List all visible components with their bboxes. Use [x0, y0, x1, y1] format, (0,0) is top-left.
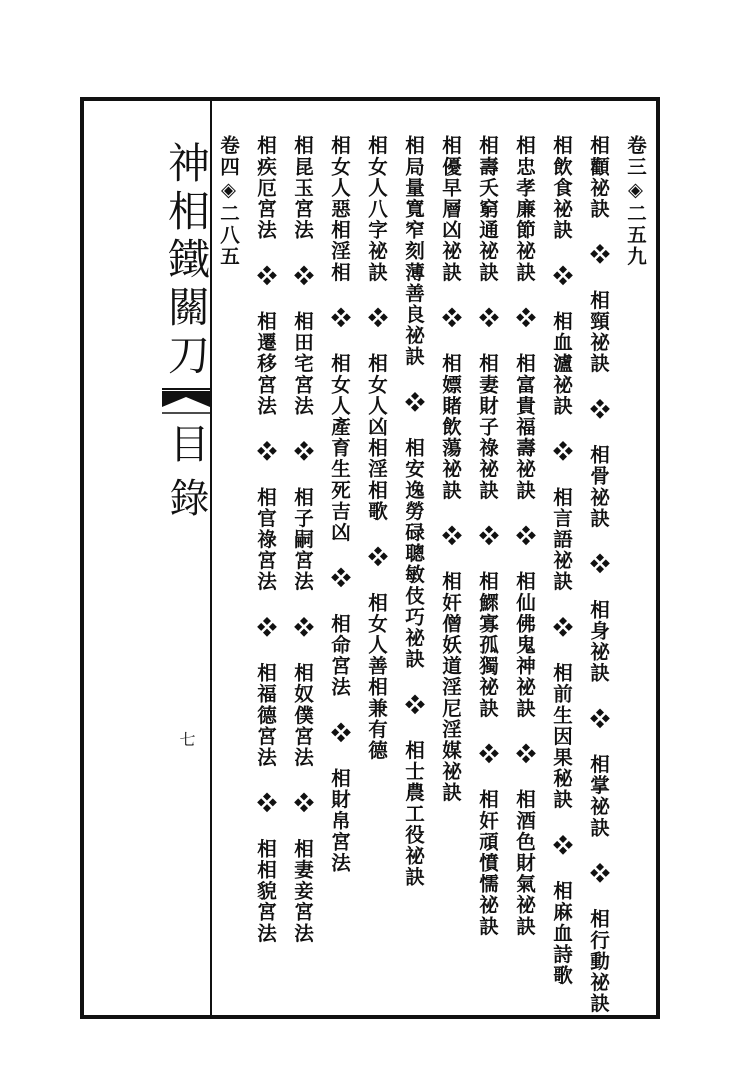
book-spine: [162, 101, 212, 1015]
toc-column: 相顴祕訣 ❖ 相頸祕訣 ❖ 相骨祕訣 ❖ 相身祕訣 ❖ 相掌祕訣 ❖ 相行動祕訣: [587, 135, 610, 1014]
page-frame: [80, 97, 660, 1019]
page-number: 七: [177, 731, 196, 747]
volume-header-4: 卷四◈二八五: [217, 135, 240, 268]
book-title: 神相鐵關刀: [162, 141, 211, 381]
toc-column: 相壽夭窮通祕訣 ❖ 相妻財子祿祕訣 ❖ 相鰥寡孤獨祕訣 ❖ 相奸頑憤懦祕訣: [476, 135, 499, 937]
table-of-contents: [214, 135, 654, 1015]
section-title: 目錄: [163, 423, 209, 531]
toc-column: 相女人八字祕訣 ❖ 相女人凶相淫相歌 ❖ 相女人善相兼有德: [365, 135, 388, 761]
toc-column: 相昆玉宮法 ❖ 相田宅宮法 ❖ 相子嗣宮法 ❖ 相奴僕宮法 ❖ 相妻妾宮法: [291, 135, 314, 944]
toc-column: 相女人惡相淫相 ❖ 相女人產育生死吉凶 ❖ 相命宮法 ❖ 相財帛宮法: [328, 135, 351, 874]
toc-column: 相優早層凶祕訣 ❖ 相嫖賭飲蕩祕訣 ❖ 相奸僧妖道淫尼淫媒祕訣: [439, 135, 462, 804]
toc-column: 相忠孝廉節祕訣 ❖ 相富貴福壽祕訣 ❖ 相仙佛鬼神祕訣 ❖ 相酒色財氣祕訣: [513, 135, 536, 937]
toc-column: 相局量寬窄刻薄善良祕訣 ❖ 相安逸勞碌聰敏伎巧祕訣 ❖ 相士農工役祕訣: [402, 135, 425, 888]
toc-column: 相飲食祕訣 ❖ 相血瀘祕訣 ❖ 相言語祕訣 ❖ 相前生因果秘訣 ❖ 相麻血詩歌: [550, 135, 573, 986]
fish-tail-ornament: [162, 387, 210, 415]
volume-header-3: 卷三◈二五九: [624, 135, 647, 268]
toc-column: 相疾厄宮法 ❖ 相遷移宮法 ❖ 相官祿宮法 ❖ 相福德宮法 ❖ 相相貌宮法: [254, 135, 277, 944]
